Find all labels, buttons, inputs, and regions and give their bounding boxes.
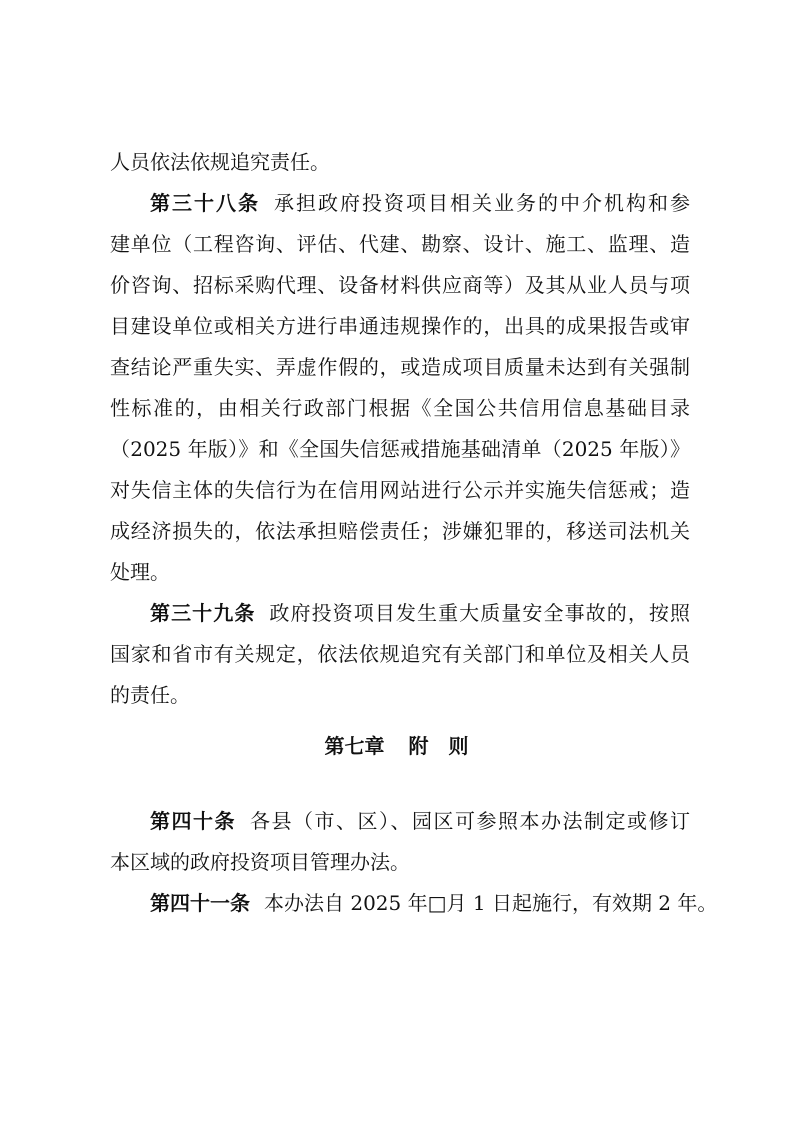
text-line: （2025 年版）》和《全国失信惩戒措施基础清单（2025 年版）》 bbox=[110, 437, 690, 461]
text-line: 的责任。 bbox=[110, 683, 190, 707]
chapter-number: 第七章 bbox=[324, 734, 385, 758]
article-38-first-line bbox=[150, 188, 690, 218]
article-41-label: 第四十一条 bbox=[150, 891, 250, 915]
text-line: 人员依法依规追究责任。 bbox=[110, 150, 330, 174]
article-40-first-line bbox=[150, 806, 690, 836]
text-line: 本区域的政府投资项目管理办法。 bbox=[110, 850, 410, 874]
chapter-heading bbox=[0, 729, 793, 763]
article-39-label: 第三十九条 bbox=[150, 601, 256, 625]
article-39-text: 政府投资项目发生重大质量安全事故的，按照 bbox=[269, 601, 691, 625]
text-line: 性标准的，由相关行政部门根据《全国公共信用信息基础目录 bbox=[110, 396, 690, 420]
article-40-text: 各县（市、区）、园区可参照本办法制定或修订 bbox=[250, 809, 690, 833]
article-41-first-line bbox=[150, 888, 718, 918]
text-line: 目建设单位或相关方进行串通违规操作的，出具的成果报告或审 bbox=[110, 314, 690, 338]
text-line: 处理。 bbox=[110, 560, 170, 584]
text-line: 成经济损失的，依法承担赔偿责任；涉嫌犯罪的，移送司法机关 bbox=[110, 519, 690, 543]
text-line: 建单位（工程咨询、评估、代建、勘察、设计、施工、监理、造 bbox=[110, 232, 690, 256]
text-line: 对失信主体的失信行为在信用网站进行公示并实施失信惩戒；造 bbox=[110, 478, 690, 502]
chapter-title: 附 则 bbox=[408, 734, 469, 758]
text-line: 查结论严重失实、弄虚作假的，或造成项目质量未达到有关强制 bbox=[110, 355, 690, 379]
article-38-label: 第三十八条 bbox=[150, 191, 260, 215]
article-39-first-line bbox=[150, 598, 690, 628]
text-line: 价咨询、招标采购代理、设备材料供应商等）及其从业人员与项 bbox=[110, 273, 690, 297]
article-38-text: 承担政府投资项目相关业务的中介机构和参 bbox=[274, 191, 690, 215]
text-line: 国家和省市有关规定，依法依规追究有关部门和单位及相关人员 bbox=[110, 642, 690, 666]
article-40-label: 第四十条 bbox=[150, 809, 236, 833]
article-41-text: 本办法自 2025 年□月 1 日起施行，有效期 2 年。 bbox=[264, 891, 718, 915]
